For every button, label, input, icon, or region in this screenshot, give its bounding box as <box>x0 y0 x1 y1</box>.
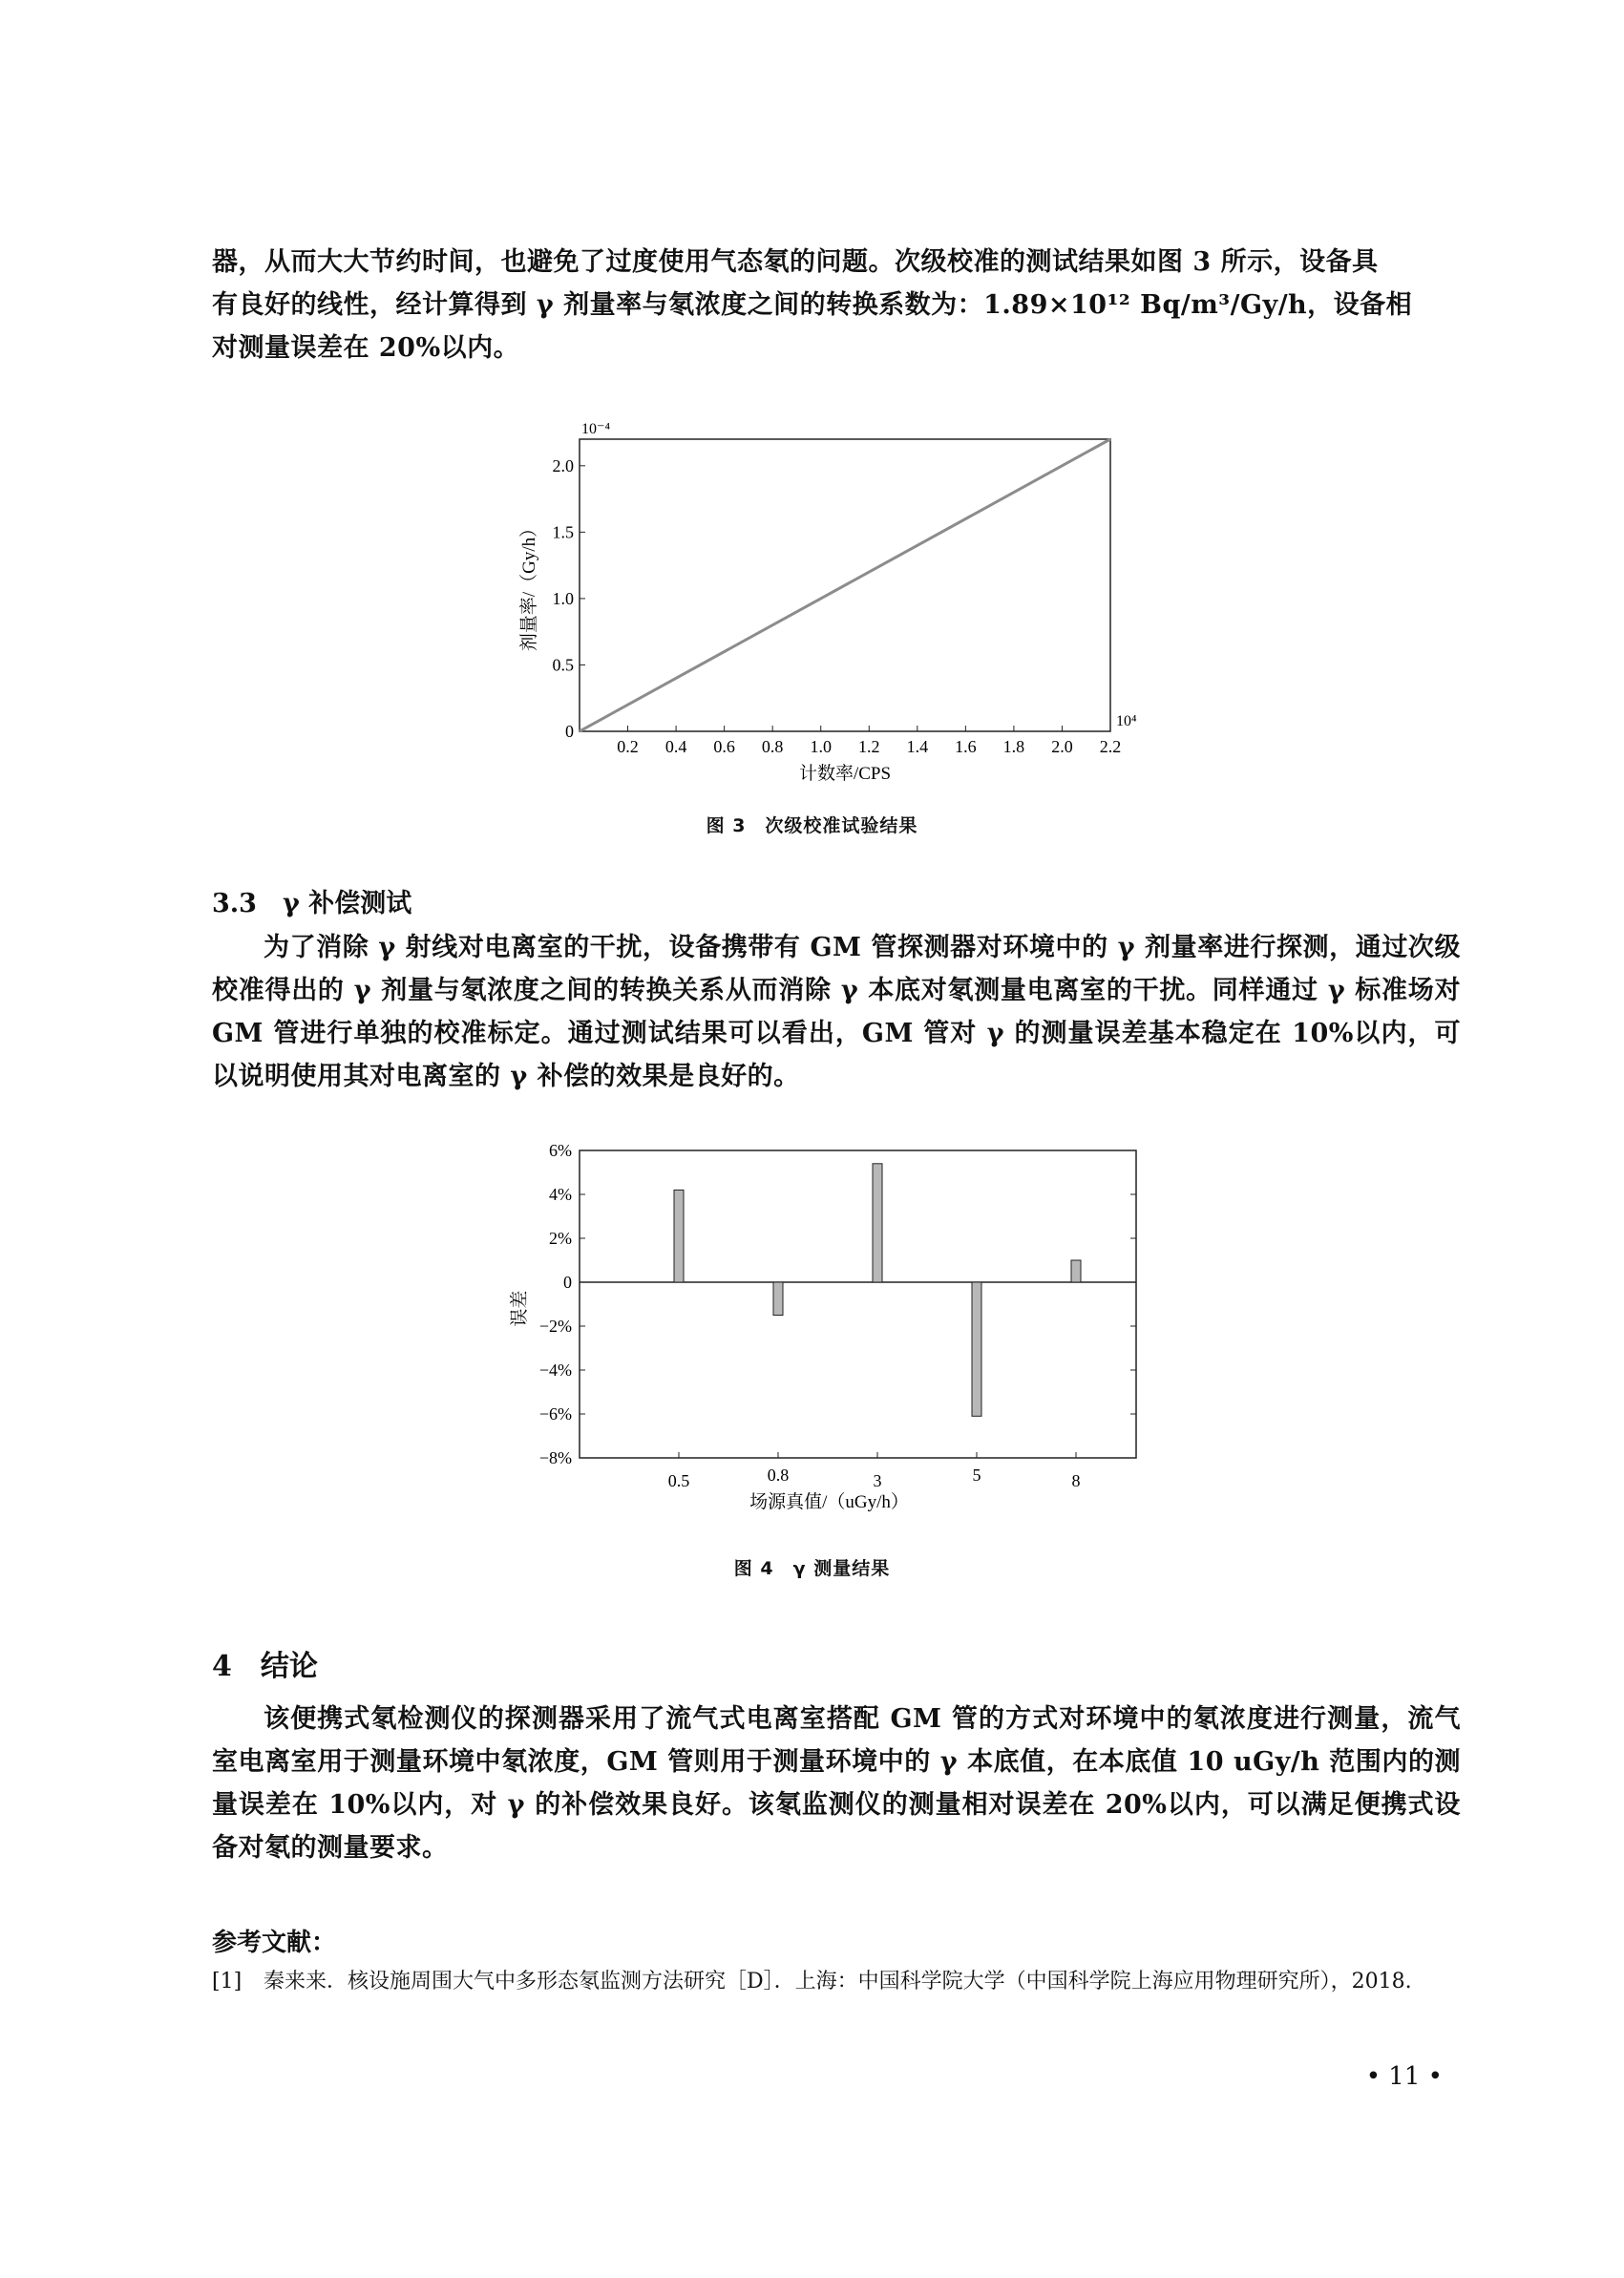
x-tick-label: 1.8 <box>1002 737 1025 756</box>
page-number: • 11 • <box>1365 2062 1443 2091</box>
y-tick-label: −4% <box>538 1360 572 1380</box>
references-heading: 参考文献： <box>212 1929 337 1957</box>
section-4-heading: 4 结论 <box>212 1650 318 1683</box>
y-tick-label: −6% <box>538 1404 572 1424</box>
section-3-3-heading: 3.3 γ 补偿测试 <box>212 889 412 918</box>
x-tick-label: 8 <box>1071 1471 1081 1490</box>
bar-0.8 <box>773 1282 783 1316</box>
x-tick-label: 0.4 <box>664 737 687 756</box>
section-4-paragraph: 该便携式氡检测仪的探测器采用了流气式电离室搭配 GM 管的方式对环境中的氡浓度进行测量，流气室电离室用于测量环境中氡浓度，GM 管则用于测量环境中的 γ 本底值，在本底值 10 uGy/h 范围内的测量误差在 10%以内，对 γ 的补偿效果良好。该氡监测仪的测量相对误差在 20%以内，可以满足便携式设备对氡的测量要求。 <box>212 1704 1461 1863</box>
y-axis-label: 剂量率/（Gy/h） <box>519 518 539 652</box>
intro-line-1: 器，从而大大节约时间，也避免了过度使用气态氡的问题。次级校准的测试结果如图 3 所示，设备具 <box>212 247 1379 277</box>
y-tick-label: 6% <box>549 1141 572 1160</box>
x-tick-label: 0.6 <box>713 737 735 756</box>
y-tick-label: 2.0 <box>552 455 574 475</box>
x-axis-label: 计数率/CPS <box>798 764 892 784</box>
x-tick-label: 0.5 <box>667 1471 690 1490</box>
y-multiplier-label: 10⁻⁴ <box>581 421 611 437</box>
y-tick-label: 0.5 <box>552 655 574 675</box>
x-tick-label: 1.0 <box>810 737 832 756</box>
figure-3-line-chart <box>496 411 1184 802</box>
x-tick-label: 0.2 <box>617 737 639 756</box>
x-multiplier-label: 10⁴ <box>1116 713 1137 729</box>
intro-line-2: 有良好的线性，经计算得到 γ 剂量率与氡浓度之间的转换系数为：1.89×10¹² Bq/m³/Gy/h，设备相 <box>212 290 1413 320</box>
bar-5 <box>972 1282 981 1416</box>
y-axis-label: 误差 <box>510 1290 530 1327</box>
bar-3 <box>873 1164 882 1282</box>
bar-8 <box>1071 1260 1081 1282</box>
x-tick-label: 3 <box>873 1471 882 1490</box>
x-tick-label: 0.8 <box>761 737 784 756</box>
x-axis-label: 场源真值/（uGy/h） <box>749 1492 909 1512</box>
y-tick-label: 0 <box>565 722 574 741</box>
reference-1 <box>212 1963 1461 2001</box>
x-tick-label: 1.2 <box>858 737 880 756</box>
figure-3-caption: 图 3 次级校准试验结果 <box>706 815 918 836</box>
intro-line-3: 对测量误差在 20%以内。 <box>212 333 520 363</box>
y-tick-label: 4% <box>549 1185 572 1204</box>
figure-4-caption: 图 4 γ 测量结果 <box>733 1558 891 1579</box>
section-3-3-paragraph: 为了消除 γ 射线对电离室的干扰，设备携带有 GM 管探测器对环境中的 γ 剂量率进行探测，通过次级校准得出的 γ 剂量与氡浓度之间的转换关系从而消除 γ 本底对氡测量电离室的干扰。同样通过 γ 标准场对 GM 管进行单独的校准标定。通过测试结果可以看出，GM 管对 γ 的测量误差基本稳定在 10%以内，可以说明使用其对电离室的 γ 补偿的效果是良好的。 <box>212 933 1461 1091</box>
x-tick-label: 0.8 <box>767 1466 790 1485</box>
figure-4-bar-chart <box>496 1131 1184 1532</box>
bar-0.5 <box>674 1190 684 1282</box>
plot-frame <box>580 1150 1136 1458</box>
reference-1-text: 秦来来．核设施周围大气中多形态氡监测方法研究［D］．上海：中国科学院大学（中国科学院上海应用物理研究所），2018. <box>264 1970 1412 1993</box>
y-tick-label: 1.5 <box>552 522 574 542</box>
y-tick-label: −2% <box>538 1317 572 1336</box>
x-tick-label: 2.2 <box>1099 737 1122 756</box>
y-tick-label: −8% <box>538 1448 572 1467</box>
intro-paragraph <box>212 241 1461 369</box>
y-tick-label: 1.0 <box>552 588 574 608</box>
x-tick-label: 1.6 <box>955 737 977 756</box>
x-tick-label: 1.4 <box>906 737 929 756</box>
y-tick-label: 2% <box>549 1229 572 1248</box>
y-tick-label: 0 <box>563 1273 572 1292</box>
x-tick-label: 2.0 <box>1051 737 1073 756</box>
x-tick-label: 5 <box>972 1466 981 1485</box>
series-line <box>580 439 1110 731</box>
reference-1-number: [1] <box>212 1970 243 1993</box>
